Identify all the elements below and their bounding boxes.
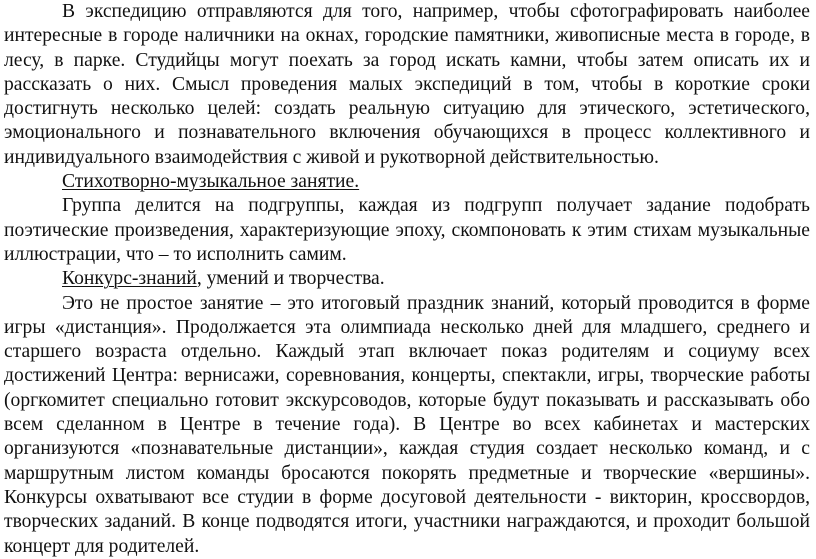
heading-contest-rest: , умений и творчества. — [196, 268, 385, 290]
heading-contest-underlined: Конкурс-знаний — [62, 268, 197, 290]
heading-contest — [4, 267, 810, 291]
heading-poetry-music-lesson-text: Стихотворно-музыкальное занятие. — [62, 171, 360, 193]
paragraph-poetry-music-lesson: Группа делится на подгруппы, каждая из подгрупп получает задание подобрать поэтические произведения, характеризующие эпоху, скомпоновать к этим стихам музыкальные иллюстрации, что – то исполнить самим. — [4, 195, 810, 265]
paragraph-contest: Это не простое занятие – это итоговый праздник знаний, который проводится в форме игры «дистанция». Продолжается эта олимпиада несколько дней для младшего, среднего и старшего возраста отдельно. Каждый этап включает показ родителям и социуму всех достижений Центра: вернисажи, соревнования, концерты, спектакли, игры, творческие работы (оргкомитет специально готовит экскурсоводов, которые будут показывать и рассказывать обо всем сделанном в Центре в течение года). В Центре во всех кабинетах и мастерских организуются «познавательные дистанции», каждая студия создает несколько команд, и с маршрутным листом команды бросаются покорять предметные и творческие «вершины». Конкурсы охватывают все студии в форме досуговой деятельности - викторин, кроссвордов, творческих заданий. В конце подводятся итоги, участники награждаются, и проходит большой концерт для родителей. — [4, 292, 810, 557]
heading-poetry-music-lesson — [4, 170, 810, 194]
paragraph-expeditions: В экспедицию отправляются для того, например, чтобы сфотографировать наиболее интересные в городе наличники на окнах, городские памятники, живописные места в городе, в лесу, в парке. Студийцы могут поехать за город искать камни, чтобы затем описать их и рассказать о них. Смысл проведения малых экспедиций в том, чтобы в короткие сроки достигнуть несколько целей: создать реальную ситуацию для этического, эстетического, эмоционального и познавательного включения обучающихся в процесс коллективного и индивидуального взаимодействия с живой и рукотворной действительностью. — [4, 1, 810, 168]
